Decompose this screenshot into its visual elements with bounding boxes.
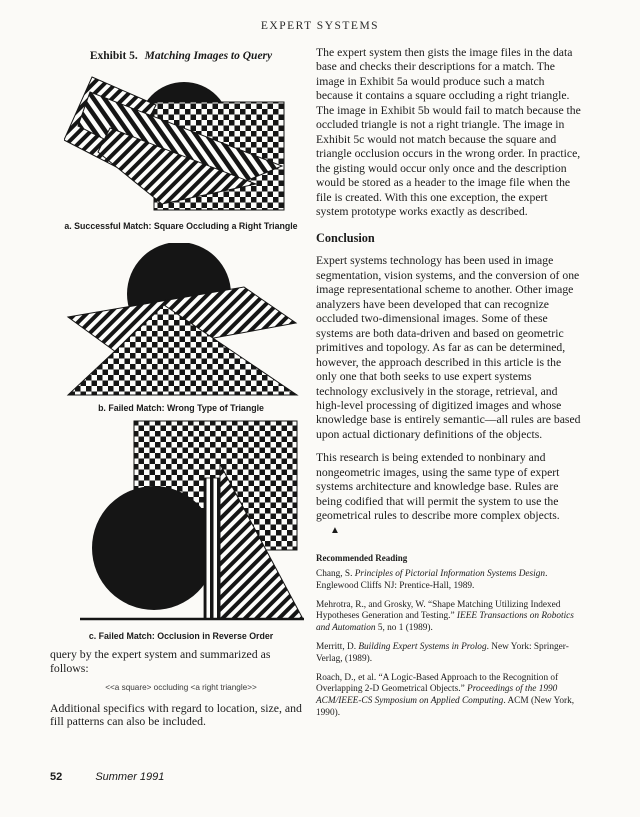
reference-title: Proceedings of the 1990 ACM/IEEE-CS Symposium on Applied Computing bbox=[316, 684, 558, 707]
figure-b-svg bbox=[64, 243, 299, 398]
left-column bbox=[50, 48, 312, 735]
paragraph-conclusion-1: Expert systems technology has been used in image segmentation, vision systems, and the conversion of one image representational scheme to another. Other image analyzers have been developed that can recognize occluded two-dimensional images. Some of these systems are both data-driven and based on geometric primitives and topology. As far as can be determined, however, the approach described in this article is the only one that both seeks to use expert systems technology exclusively in the storage, retrieval, and high-level processing of digitized images and whose knowledge base is entirely semantic—all rules are based upon actual dictionary definitions of the objects. bbox=[316, 254, 581, 441]
reference-authors: Chang, S. bbox=[316, 569, 355, 580]
reference-title: IEEE Transactions on Robotics and Automation bbox=[316, 611, 574, 634]
reference-publisher: . Englewood Cliffs NJ: Prentice-Hall, 1989. bbox=[316, 569, 548, 591]
recommended-reading-heading: Recommended Reading bbox=[316, 553, 408, 564]
reference-publisher: . ACM (New York, 1990). bbox=[316, 696, 575, 719]
black-circle bbox=[92, 486, 216, 610]
figure-c-caption: c. Failed Match: Occlusion in Reverse Order bbox=[88, 631, 274, 641]
paragraph-conclusion-2 bbox=[316, 451, 583, 539]
page-footer bbox=[50, 771, 164, 783]
exhibit-name: Matching Images to Query bbox=[144, 50, 273, 62]
end-of-article-icon: ▲ bbox=[330, 524, 340, 536]
vertical-striped-band bbox=[204, 478, 220, 619]
paragraph-additional: Additional specifics with regard to location, size, and fill patterns can also be included. bbox=[50, 700, 302, 729]
figure-c-illustration bbox=[50, 420, 312, 623]
paragraph-conclusion-2-text: This research is being extended to nonbinary and nongeometric images, using the same type of expert systems architecture and knowledge base. Rules are being codified that will permit the system to use the geometrical rules to describe more complex objects. bbox=[316, 451, 560, 523]
exhibit-label: Exhibit 5. bbox=[89, 50, 138, 62]
reference-publisher: 5, no 1 (1989). bbox=[375, 623, 433, 634]
reference-authors: Roach, D., et al. “A Logic-Based Approach to the Recognition of Overlapping 2-D Geometrical Objects.” bbox=[316, 672, 559, 695]
reference-title: Principles of Pictorial Information Systems Design bbox=[354, 569, 546, 580]
figure-a-caption: a. Successful Match: Square Occluding a Right Triangle bbox=[64, 221, 298, 231]
query-syntax-line: <<a square> occluding <a right triangle>> bbox=[105, 682, 257, 692]
running-head: EXPERT SYSTEMS bbox=[260, 20, 380, 32]
conclusion-heading: Conclusion bbox=[316, 231, 375, 246]
reference-authors: Mehrotra, R., and Grosky, W. “Shape Matching Utilizing Indexed Hypotheses Generation and Testing.” bbox=[316, 599, 561, 622]
paragraph-query: query by the expert system and summarized as follows: bbox=[50, 647, 271, 675]
figure-a-svg bbox=[64, 76, 299, 213]
figure-b-illustration bbox=[50, 243, 312, 398]
reference-merritt bbox=[316, 642, 583, 666]
page-number: 52 bbox=[50, 771, 63, 783]
issue-date: Summer 1991 bbox=[95, 771, 165, 783]
exhibit-title bbox=[50, 50, 312, 62]
reference-publisher: . New York: Springer-Verlag, (1989). bbox=[316, 642, 569, 664]
reference-authors: Merritt, D. bbox=[316, 642, 359, 653]
right-column bbox=[316, 46, 583, 727]
figure-a-illustration bbox=[50, 76, 312, 213]
figure-c-svg bbox=[56, 420, 306, 623]
reference-chang bbox=[316, 569, 583, 593]
reference-roach bbox=[316, 673, 583, 720]
paragraph-gisting: The expert system then gists the image files in the data base and checks their descriptions for a match. The image in Exhibit 5a would produce such a match because it contains a square occluding a right triangle. The image in Exhibit 5b would fail to match because the occluded triangle is not a right triangle. The image in Exhibit 5c would not match because the square and triangle occlusion occurs in the wrong order. In practice, the gisting would occur only once and the description would be stored as a header to the image file when the file is created. With this one exception, the expert system prototype works exactly as described. bbox=[316, 46, 581, 218]
figure-b-caption: b. Failed Match: Wrong Type of Triangle bbox=[98, 403, 264, 413]
reference-title: Building Expert Systems in Prolog bbox=[358, 642, 487, 653]
reference-mehrotra bbox=[316, 600, 583, 635]
